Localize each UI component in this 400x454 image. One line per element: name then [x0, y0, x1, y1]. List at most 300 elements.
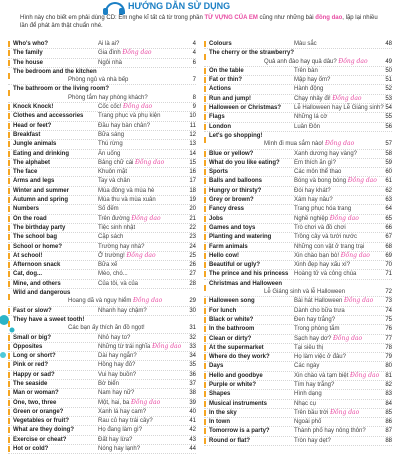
toc-entry[interactable]: [204, 215, 392, 224]
toc-entry-translation-text: Lễ Halloween hay Lễ Giáng sinh?: [294, 105, 384, 112]
bullet-marker-icon: [204, 317, 206, 323]
toc-entry-page: 23: [189, 234, 196, 241]
toc-entry[interactable]: [204, 177, 392, 186]
bullet-marker-icon: [8, 41, 10, 47]
song-label: Đồng dao: [330, 408, 360, 416]
toc-entry-translation-text: Nhỏ hay to?: [98, 334, 131, 341]
toc-entry-page: 42: [189, 427, 196, 434]
toc-entry-title: Clothes and accessories: [13, 113, 84, 120]
toc-entry-title: Sports: [209, 169, 229, 176]
bullet-marker-icon: [204, 188, 206, 194]
toc-entry[interactable]: [8, 352, 196, 361]
toc-entry-translation: [68, 324, 145, 332]
toc-entry-translation: [294, 409, 359, 417]
toc-entry-translation: [98, 49, 152, 57]
toc-entry-page: 86: [385, 419, 392, 426]
toc-entry-translation: [294, 205, 351, 213]
toc-entry[interactable]: [204, 325, 392, 334]
toc-entry-page: 36: [189, 371, 196, 378]
toc-entry-title: At the supermarket: [209, 344, 264, 351]
toc-entry-title: Blue or yellow?: [209, 150, 254, 157]
bullet-marker-icon: [8, 418, 10, 424]
toc-entry-title: The school bag: [13, 234, 58, 241]
toc-entry[interactable]: [8, 224, 196, 233]
toc-entry-translation: [294, 427, 366, 435]
toc-entry-translation: [294, 233, 357, 241]
toc-entry-translation-text: Cốc cốc!: [98, 104, 122, 111]
toc-entry[interactable]: [8, 307, 196, 316]
bullet-marker-icon: [8, 427, 10, 433]
toc-entry-translation: [98, 205, 119, 213]
toc-entry-title: Black or white?: [209, 316, 254, 323]
toc-entry-translation-text: Họ đang làm gì?: [98, 427, 143, 434]
song-label: Đồng dao: [347, 177, 377, 185]
toc-entry-title: Afternoon snack: [13, 262, 61, 269]
bullet-marker-icon: [204, 373, 206, 379]
toc-entry-translation-text: Tím hay trắng?: [294, 381, 335, 388]
toc-entry[interactable]: [8, 436, 196, 445]
bullet-marker-icon: [8, 234, 10, 240]
toc-entry-page: 85: [385, 409, 392, 416]
toc-entry-translation-text: Phòng ngủ và nhà bếp: [68, 77, 129, 84]
toc-entry-title: Hello cow!: [209, 252, 240, 259]
toc-entry[interactable]: [204, 307, 392, 316]
toc-entry-page: 37: [189, 380, 196, 387]
toc-entry-page: 81: [385, 372, 392, 379]
toc-entry-title: The bedroom and the kitchen: [13, 68, 97, 75]
toc-entry-translation-text: Thú rừng: [98, 141, 123, 148]
toc-entry[interactable]: [8, 112, 196, 121]
toc-entry-title: One, two, three: [13, 399, 57, 406]
toc-entry-translation-text: Bờ biển: [98, 380, 119, 387]
bullet-marker-icon: [204, 298, 206, 304]
bullet-marker-icon: [8, 390, 10, 396]
bullet-marker-icon: [204, 271, 206, 277]
toc-entry-page: 49: [385, 58, 392, 65]
toc-entry[interactable]: [8, 380, 196, 389]
toc-entry-title: Numbers: [13, 206, 40, 213]
toc-entry-translation-text: Trên bầu trời: [294, 409, 329, 416]
toc-entry-translation: [98, 103, 152, 111]
toc-entry[interactable]: [8, 289, 196, 307]
bullet-marker-icon: [8, 113, 10, 119]
toc-entry-page: 28: [189, 280, 196, 287]
toc-entry-page: 4: [192, 41, 196, 47]
song-label: Đồng dao: [340, 251, 370, 259]
toc-entry-title: On the table: [209, 67, 244, 74]
toc-entry-translation-text: Khuôn mặt: [98, 169, 128, 176]
toc-entry-page: 34: [189, 353, 196, 360]
toc-entry-title: Days: [209, 363, 224, 370]
toc-entry-translation: [98, 307, 147, 315]
toc-entry-translation-text: Chạy nhảy đi!: [294, 95, 331, 102]
toc-entry[interactable]: [8, 371, 196, 380]
toc-entry-page: 51: [385, 77, 392, 84]
bullet-marker-icon: [8, 123, 10, 129]
toc-entry[interactable]: [204, 261, 392, 270]
toc-entry-page: 39: [189, 399, 196, 406]
toc-entry-page: 76: [385, 326, 392, 333]
toc-entry-translation-text: Ngoài phố: [294, 419, 322, 426]
toc-entry-page: 61: [385, 178, 392, 185]
toc-entry[interactable]: [204, 270, 392, 279]
toc-entry[interactable]: [8, 140, 196, 149]
toc-entry-translation: [98, 361, 135, 369]
toc-entry-title: Clean or dirty?: [209, 335, 252, 342]
toc-entry-page: 82: [385, 381, 392, 388]
toc-entry[interactable]: [204, 400, 392, 409]
toc-entry-translation: [98, 343, 181, 351]
toc-entry[interactable]: [8, 408, 196, 417]
toc-entry[interactable]: [8, 316, 196, 334]
song-label: Đồng dao: [133, 297, 163, 305]
intro-highlight-vocab: TỪ VỰNG CỦA EM: [204, 15, 258, 21]
bullet-marker-icon: [204, 285, 206, 291]
toc-entry-translation-text: Nhạc cụ: [294, 400, 317, 407]
toc-entry[interactable]: [204, 381, 392, 390]
toc-entry-page: 29: [189, 298, 196, 305]
bullet-marker-icon: [8, 372, 10, 378]
toc-entry-translation: [294, 270, 356, 278]
toc-entry-translation-text: Xanh dương hay vàng?: [294, 150, 357, 157]
toc-entry-page: 26: [189, 262, 196, 269]
toc-entry-title: Opposites: [13, 343, 43, 350]
song-label: Đồng dao: [344, 297, 374, 305]
toc-entry-translation-text: Trong phòng tắm: [294, 326, 340, 333]
toc-entry[interactable]: [204, 132, 392, 150]
toc-entry-title: The face: [13, 169, 38, 176]
toc-entry[interactable]: [204, 159, 392, 168]
bullet-marker-icon: [8, 90, 10, 96]
toc-entry-translation-text: Hoang dã và nguy hiểm: [68, 298, 132, 305]
toc-entry-translation-text: Tay và chân: [98, 178, 131, 185]
toc-entry[interactable]: [204, 49, 392, 67]
toc-entry[interactable]: [204, 280, 392, 298]
bullet-marker-icon: [8, 141, 10, 147]
toc-entry-translation-text: Xin chào và tạm biệt: [294, 372, 349, 379]
toc-entry-title: They have a sweet tooth!: [13, 316, 85, 323]
toc-entry-translation-text: Đầu hay bàn chân?: [98, 122, 151, 129]
toc-entry-page: 87: [385, 428, 392, 435]
song-label: Đồng dao: [131, 214, 161, 222]
toc-entry-title: Christmas and Halloween: [209, 280, 283, 287]
toc-entry[interactable]: [204, 205, 392, 214]
toc-entry-page: 20: [189, 206, 196, 213]
bullet-marker-icon: [8, 206, 10, 212]
toc-entry-translation: [264, 58, 368, 66]
toc-entry-translation: [98, 270, 128, 278]
toc-entry-page: 55: [385, 114, 392, 121]
bullet-marker-icon: [8, 294, 10, 300]
toc-entry-page: 18: [189, 187, 196, 194]
bullet-marker-icon: [8, 381, 10, 387]
toc-entry-translation: [98, 252, 156, 260]
toc-entry-title: Musical instruments: [209, 400, 268, 407]
toc-entry[interactable]: [204, 150, 392, 159]
toc-entry-title: Fast or slow?: [13, 307, 52, 314]
toc-entry[interactable]: [204, 297, 392, 306]
toc-entry[interactable]: [8, 252, 196, 261]
toc-entry-translation: [98, 196, 156, 204]
toc-right-column: [204, 40, 392, 446]
toc-entry-translation-text: Họ làm việc ở đâu?: [294, 354, 346, 361]
bullet-marker-icon: [204, 96, 206, 102]
toc-entry-translation-text: Trên bàn: [294, 67, 318, 74]
bullet-marker-icon: [8, 335, 10, 341]
toc-entry[interactable]: [204, 224, 392, 233]
toc-entry-page: 77: [385, 335, 392, 342]
toc-entry-translation: [264, 140, 354, 148]
toc-entry[interactable]: [204, 353, 392, 362]
toc-entry-page: 11: [189, 122, 196, 129]
toc-entry[interactable]: [204, 40, 392, 49]
bullet-marker-icon: [204, 225, 206, 231]
song-label: Đồng dao: [123, 103, 153, 111]
toc-entry-page: 22: [189, 224, 196, 231]
toc-entry[interactable]: [204, 113, 392, 122]
toc-entry[interactable]: [204, 104, 392, 113]
toc-entry[interactable]: [204, 252, 392, 261]
bullet-marker-icon: [204, 326, 206, 332]
toc-entry[interactable]: [204, 187, 392, 196]
toc-entry[interactable]: [8, 103, 196, 112]
toc-entry[interactable]: [204, 95, 392, 104]
song-label: Đồng dao: [135, 158, 165, 166]
toc-entry-page: 75: [385, 316, 392, 323]
toc-entry-page: 50: [385, 67, 392, 74]
toc-entry[interactable]: [8, 280, 196, 289]
toc-entry-translation-text: Bài hát Halloween: [294, 298, 343, 305]
toc-entry-translation: [98, 168, 127, 176]
toc-entry[interactable]: [8, 85, 196, 103]
toc-entry-page: 69: [385, 252, 392, 259]
toc-entry[interactable]: [8, 150, 196, 159]
toc-entry-translation-text: Em thích ăn gì?: [294, 159, 337, 166]
toc-entry[interactable]: [8, 389, 196, 398]
toc-entry[interactable]: [204, 196, 392, 205]
bullet-marker-icon: [204, 308, 206, 314]
bullet-marker-icon: [204, 114, 206, 120]
toc-entry-translation: [294, 316, 335, 324]
toc-entry-translation: [68, 76, 128, 84]
toc-entry-title: London: [209, 123, 231, 130]
bullet-marker-icon: [8, 104, 10, 110]
toc-entry-page: 13: [189, 141, 196, 148]
toc-entry-page: 17: [189, 178, 196, 185]
toc-entry-title: Wild and dangerous: [13, 290, 71, 297]
toc-entry-translation-text: Nhanh hay chậm?: [98, 307, 147, 314]
toc-entry[interactable]: [204, 243, 392, 252]
toc-entry-translation-text: Lễ Giáng sinh và lễ Halloween: [264, 289, 346, 296]
toc-entry[interactable]: [8, 243, 196, 252]
toc-entry-title: Jobs: [209, 215, 224, 222]
toc-entry-title: Games and toys: [209, 224, 256, 231]
toc-entry-page: 70: [385, 262, 392, 269]
toc-entry-title: Purple or white?: [209, 381, 257, 388]
toc-entry-title: In town: [209, 419, 230, 426]
song-label: Đồng dao: [350, 371, 380, 379]
toc-entry-translation-text: Hành động: [294, 86, 324, 93]
toc-entry-title: At school!: [13, 252, 43, 259]
toc-entry[interactable]: [204, 418, 392, 427]
bullet-marker-icon: [8, 409, 10, 415]
toc-entry-page: 6: [192, 59, 196, 66]
song-label: Đồng dao: [338, 57, 368, 65]
toc-entry-translation: [98, 215, 161, 223]
toc-entry-page: 67: [385, 234, 392, 241]
toc-entry-title: Who's who?: [13, 41, 49, 47]
toc-entry[interactable]: [8, 426, 196, 435]
toc-entry[interactable]: [204, 362, 392, 371]
toc-entry-translation: [294, 113, 327, 121]
toc-entry[interactable]: [204, 233, 392, 242]
toc-entry[interactable]: [204, 437, 392, 446]
toc-entry[interactable]: [8, 270, 196, 279]
toc-entry-translation: [98, 389, 134, 397]
toc-entry[interactable]: [8, 445, 196, 454]
bullet-marker-icon: [204, 68, 206, 74]
toc-entry[interactable]: [8, 215, 196, 224]
toc-entry[interactable]: [8, 187, 196, 196]
intro-suffix: , lặp lại nhiều lần để phát âm thật chuẩn nhé.: [20, 15, 378, 29]
toc-entry-title: On the road: [13, 215, 47, 222]
toc-entry-translation-text: Số đếm: [98, 206, 119, 213]
bullet-marker-icon: [204, 244, 206, 250]
toc-entry[interactable]: [8, 168, 196, 177]
toc-entry-page: 19: [189, 197, 196, 204]
toc-entry-translation: [98, 243, 144, 251]
toc-entry-title: Flags: [209, 114, 225, 121]
bullet-marker-icon: [8, 400, 10, 406]
toc-entry-translation-text: Nam hay nữ?: [98, 390, 135, 397]
toc-entry-page: 27: [189, 271, 196, 278]
toc-entry-translation: [294, 261, 350, 269]
toc-entry-translation-text: Tròn hay dẹt?: [294, 437, 331, 444]
toc-entry[interactable]: [204, 335, 392, 344]
toc-entry-title: Grey or brown?: [209, 197, 254, 204]
toc-entry-translation: [294, 297, 373, 305]
bullet-marker-icon: [8, 344, 10, 350]
bullet-marker-icon: [204, 151, 206, 157]
toc-entry-translation-text: Bữa xế: [98, 262, 118, 269]
toc-entry[interactable]: [204, 390, 392, 399]
bullet-marker-icon: [8, 197, 10, 203]
toc-entry-page: 43: [189, 436, 196, 443]
toc-entry[interactable]: [8, 131, 196, 140]
bullet-marker-icon: [204, 401, 206, 407]
bullet-marker-icon: [8, 253, 10, 259]
bullet-marker-icon: [204, 345, 206, 351]
toc-entry-page: 57: [385, 141, 392, 148]
toc-entry-translation: [294, 196, 333, 204]
toc-entry-page: 41: [189, 418, 196, 425]
toc-entry[interactable]: [8, 122, 196, 131]
toc-entry[interactable]: [8, 49, 196, 58]
toc-entry[interactable]: [8, 343, 196, 352]
toc-entry-page: 31: [189, 325, 196, 332]
toc-entry[interactable]: [204, 67, 392, 76]
toc-entry[interactable]: [8, 177, 196, 186]
toc-entry[interactable]: [8, 334, 196, 343]
bullet-marker-icon: [8, 225, 10, 231]
toc-entry-translation-text: Trên đường: [98, 215, 130, 222]
toc-entry[interactable]: [8, 196, 196, 205]
toc-entry-translation-text: Của tôi, và của: [98, 280, 139, 287]
toc-entry-title: Beautiful or ugly?: [209, 262, 260, 269]
toc-entry-title: Planting and watering: [209, 234, 272, 241]
toc-entry-translation-text: Mập hay ốm?: [294, 77, 331, 84]
toc-entry-translation: [98, 334, 130, 342]
toc-entry-page: 83: [385, 391, 392, 398]
toc-entry-translation-text: Trường hay nhà?: [98, 243, 145, 250]
toc-entry-translation-text: Xám hay nâu?: [294, 197, 333, 204]
bullet-marker-icon: [204, 234, 206, 240]
toc-entry[interactable]: [8, 159, 196, 168]
toc-entry[interactable]: [8, 233, 196, 242]
toc-entry-title: Head or feet?: [13, 122, 52, 129]
toc-entry-translation-text: Hoàng tử và công chúa: [294, 271, 357, 278]
toc-entry-title: The alphabet: [13, 159, 51, 166]
toc-entry[interactable]: [204, 85, 392, 94]
toc-entry-title: Hungry or thirsty?: [209, 187, 262, 194]
toc-entry-translation: [98, 417, 153, 425]
bullet-marker-icon: [204, 54, 206, 60]
bullet-marker-icon: [8, 188, 10, 194]
toc-entry-translation: [68, 94, 148, 102]
toc-entry[interactable]: [204, 427, 392, 436]
toc-entry-translation-text: Xinh đẹp hay xấu xí?: [294, 262, 351, 269]
bullet-marker-icon: [204, 137, 206, 143]
toc-entry-page: 14: [189, 150, 196, 157]
toc-entry[interactable]: [204, 316, 392, 325]
toc-entry-translation: [294, 335, 362, 343]
toc-entry[interactable]: [8, 361, 196, 370]
toc-entry[interactable]: [204, 76, 392, 85]
toc-entry[interactable]: [204, 409, 392, 418]
toc-entry-title: What are they doing?: [13, 427, 75, 434]
toc-entry-translation-text: Các môn thể thao: [294, 169, 342, 176]
toc-entry[interactable]: [204, 123, 392, 132]
toc-entry-title: Green or orange?: [13, 408, 64, 415]
toc-entry-translation: [294, 224, 346, 232]
toc-entry-title: Knock Knock!: [13, 104, 54, 111]
bullet-marker-icon: [204, 86, 206, 92]
toc-entry-title: The birthday party: [13, 224, 66, 231]
toc-entry-title: Round or flat?: [209, 437, 250, 444]
toc-entry-title: In the sky: [209, 409, 237, 416]
toc-entry-title: The prince and his princess: [209, 271, 289, 278]
toc-entry[interactable]: [8, 59, 196, 68]
toc-entry[interactable]: [8, 40, 196, 49]
toc-entry-title: Fat or thin?: [209, 77, 242, 84]
bullet-marker-icon: [204, 428, 206, 434]
toc-entry[interactable]: [204, 372, 392, 381]
toc-entry-translation: [294, 187, 331, 195]
toc-entry[interactable]: [8, 261, 196, 270]
toc-entry[interactable]: [8, 417, 196, 426]
bullet-marker-icon: [8, 216, 10, 222]
toc-entry[interactable]: [8, 205, 196, 214]
toc-entry-translation: [294, 353, 346, 361]
toc-entry-title: Actions: [209, 86, 232, 93]
toc-entry[interactable]: [8, 68, 196, 86]
toc-entry-translation-text: Bữa sáng: [98, 131, 125, 138]
toc-entry-translation-text: Mùa thu và mùa xuân: [98, 197, 156, 204]
toc-entry-translation: [294, 372, 379, 380]
bullet-marker-icon: [8, 271, 10, 277]
toc-entry[interactable]: [204, 344, 392, 353]
toc-entry-translation: [98, 261, 117, 269]
